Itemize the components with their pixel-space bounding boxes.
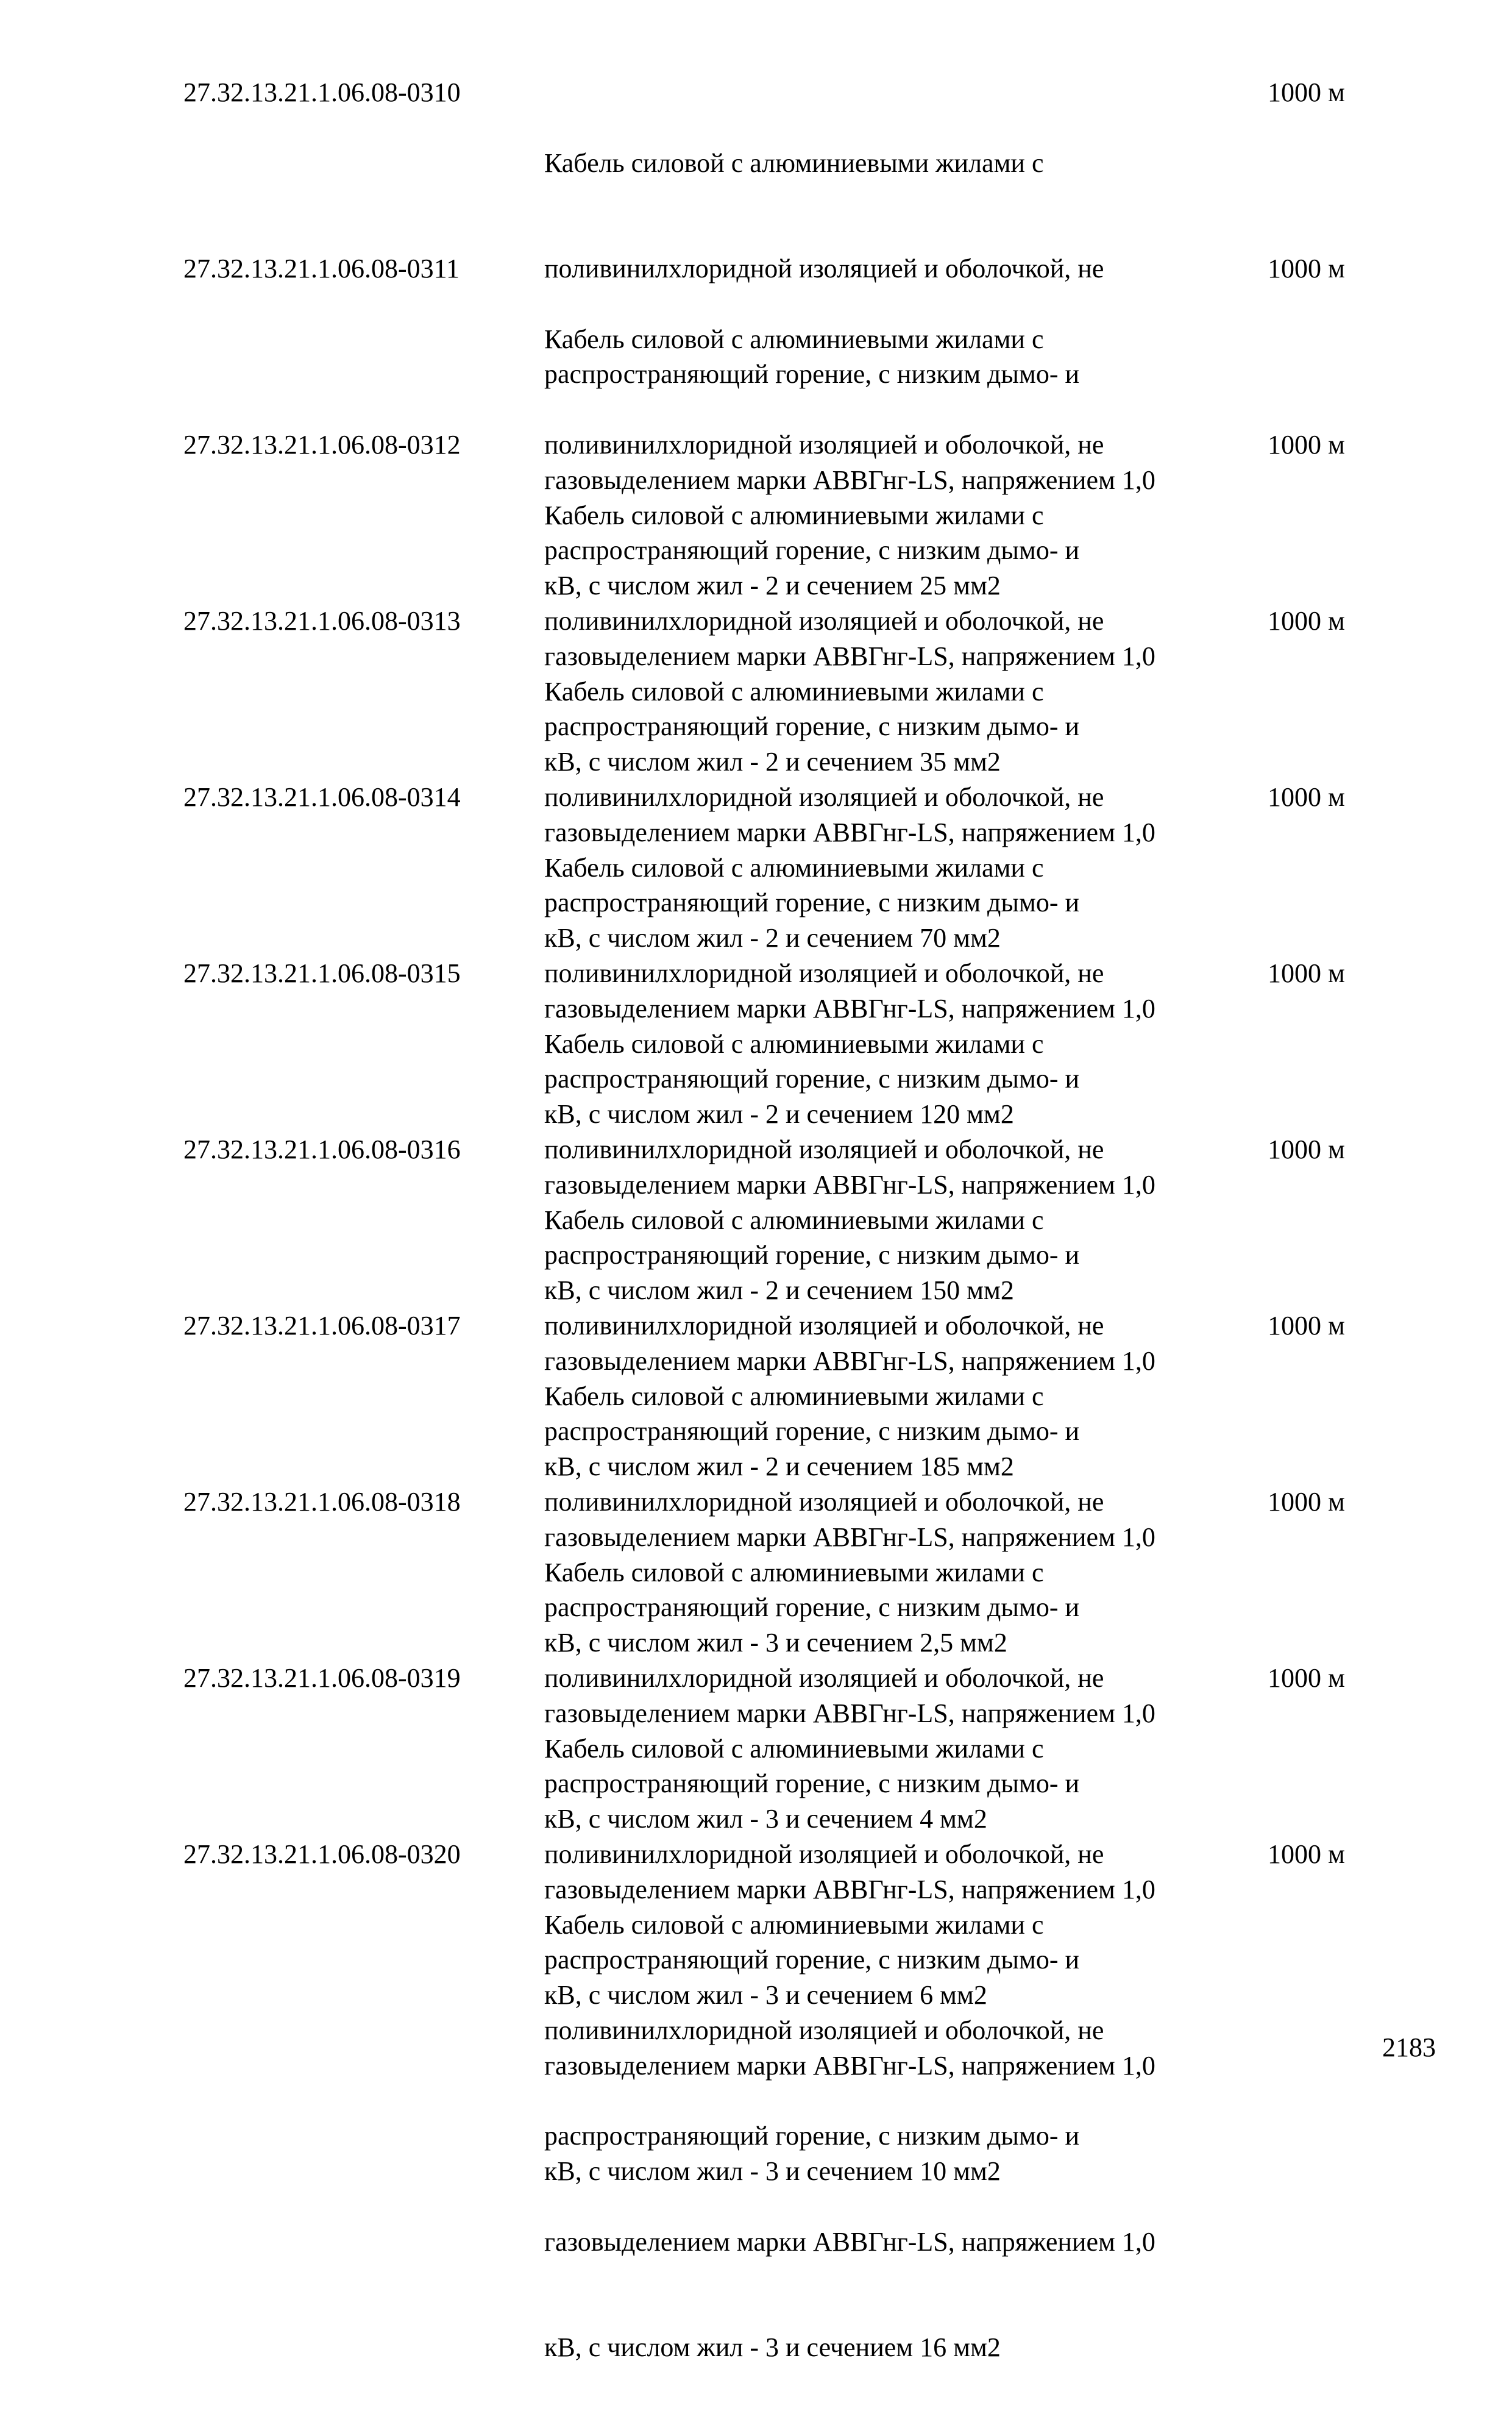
description-line: поливинилхлоридной изоляцией и оболочкой, не xyxy=(544,1662,1104,1693)
description-line: поливинилхлоридной изоляцией и оболочкой, не xyxy=(544,1134,1104,1164)
resource-code: 27.32.13.21.1.06.08-0315 xyxy=(183,958,461,988)
description-line: кВ, с числом жил - 2 и сечением 185 мм2 xyxy=(544,1451,1014,1482)
description-line: газовыделением марки АВВГнг-LS, напряжением 1,0 xyxy=(544,465,1155,495)
description-line: распространяющий горение, с низким дымо- и xyxy=(544,1416,1080,1447)
resource-description xyxy=(544,1837,1155,2436)
unit-of-measure: 1000 м xyxy=(1268,606,1345,636)
description-line: распространяющий горение, с низким дымо- и xyxy=(544,359,1080,390)
description-line: распространяющий горение, с низким дымо- и xyxy=(544,1945,1080,1975)
unit-of-measure: 1000 м xyxy=(1268,1487,1345,1517)
description-line: Кабель силовой с алюминиевыми жилами с xyxy=(544,324,1044,354)
description-line: Кабель силовой с алюминиевыми жилами с xyxy=(544,1205,1044,1235)
description-line: Кабель силовой с алюминиевыми жилами с xyxy=(544,1733,1044,1764)
description-line: поливинилхлоридной изоляцией и оболочкой, не xyxy=(544,2015,1104,2045)
description-line: распространяющий горение, с низким дымо- и xyxy=(544,1064,1080,1094)
description-line: кВ, с числом жил - 2 и сечением 35 мм2 xyxy=(544,747,1001,777)
description-line: поливинилхлоридной изоляцией и оболочкой, не xyxy=(544,958,1104,988)
description-line: Кабель силовой с алюминиевыми жилами с xyxy=(544,1028,1044,1059)
resource-code: 27.32.13.21.1.06.08-0317 xyxy=(183,1311,461,1341)
description-line: поливинилхлоридной изоляцией и оболочкой, не xyxy=(544,429,1104,460)
description-line: кВ, с числом жил - 2 и сечением 120 мм2 xyxy=(544,1099,1014,1130)
resource-code: 27.32.13.21.1.06.08-0312 xyxy=(183,430,461,460)
description-line: газовыделением марки АВВГнг-LS, напряжением 1,0 xyxy=(544,1874,1155,1904)
unit-of-measure: 1000 м xyxy=(1268,782,1345,812)
description-line: кВ, с числом жил - 3 и сечением 16 мм2 xyxy=(544,2332,1001,2363)
unit-of-measure: 1000 м xyxy=(1268,1663,1345,1693)
description-line: распространяющий горение, с низким дымо- и xyxy=(544,888,1080,918)
description-line: Кабель силовой с алюминиевыми жилами с xyxy=(544,1381,1044,1411)
description-line: распространяющий горение, с низким дымо- и xyxy=(544,1768,1080,1799)
description-line: поливинилхлоридной изоляцией и оболочкой, не xyxy=(544,253,1104,283)
description-line: газовыделением марки АВВГнг-LS, напряжением 1,0 xyxy=(544,2050,1155,2081)
description-line: Кабель силовой с алюминиевыми жилами с xyxy=(544,148,1044,178)
description-line: газовыделением марки АВВГнг-LS, напряжением 1,0 xyxy=(544,641,1155,671)
description-line: газовыделением марки АВВГнг-LS, напряжением 1,0 xyxy=(544,1698,1155,1728)
description-line: газовыделением марки АВВГнг-LS, напряжением 1,0 xyxy=(544,2226,1155,2257)
resource-code: 27.32.13.21.1.06.08-0314 xyxy=(183,782,461,812)
description-line: кВ, с числом жил - 3 и сечением 4 мм2 xyxy=(544,1804,987,1834)
description-line: Кабель силовой с алюминиевыми жилами с xyxy=(544,676,1044,707)
description-line: газовыделением марки АВВГнг-LS, напряжением 1,0 xyxy=(544,817,1155,847)
description-line: кВ, с числом жил - 2 и сечением 25 мм2 xyxy=(544,571,1001,601)
description-line: кВ, с числом жил - 3 и сечением 2,5 мм2 xyxy=(544,1628,1007,1658)
description-line: поливинилхлоридной изоляцией и оболочкой, не xyxy=(544,1839,1104,1869)
description-line: газовыделением марки АВВГнг-LS, напряжением 1,0 xyxy=(544,1522,1155,1552)
description-line: поливинилхлоридной изоляцией и оболочкой, не xyxy=(544,1486,1104,1517)
description-line: Кабель силовой с алюминиевыми жилами с xyxy=(544,500,1044,530)
description-line: распространяющий горение, с низким дымо- и xyxy=(544,711,1080,742)
description-line: поливинилхлоридной изоляцией и оболочкой, не xyxy=(544,605,1104,636)
description-line: распространяющий горение, с низким дымо- и xyxy=(544,2121,1080,2151)
resource-code: 27.32.13.21.1.06.08-0316 xyxy=(183,1134,461,1164)
description-line: газовыделением марки АВВГнг-LS, напряжением 1,0 xyxy=(544,1169,1155,1200)
description-line: кВ, с числом жил - 2 и сечением 70 мм2 xyxy=(544,923,1001,953)
description-line: Кабель силовой с алюминиевыми жилами с xyxy=(544,1557,1044,1587)
description-line: кВ, с числом жил - 3 и сечением 10 мм2 xyxy=(544,2156,1001,2187)
resource-code: 27.32.13.21.1.06.08-0310 xyxy=(183,77,461,107)
description-line: газовыделением марки АВВГнг-LS, напряжением 1,0 xyxy=(544,1345,1155,1376)
resource-code: 27.32.13.21.1.06.08-0318 xyxy=(183,1487,461,1517)
description-line: Кабель силовой с алюминиевыми жилами с xyxy=(544,852,1044,883)
description-line: распространяющий горение, с низким дымо- и xyxy=(544,1240,1080,1270)
resource-code: 27.32.13.21.1.06.08-0319 xyxy=(183,1663,461,1693)
description-line: поливинилхлоридной изоляцией и оболочкой, не xyxy=(544,1310,1104,1341)
resource-code: 27.32.13.21.1.06.08-0313 xyxy=(183,606,461,636)
description-line: кВ, с числом жил - 2 и сечением 150 мм2 xyxy=(544,1275,1014,1306)
description-line: Кабель силовой с алюминиевыми жилами с xyxy=(544,1909,1044,1940)
unit-of-measure: 1000 м xyxy=(1268,1839,1345,1869)
description-line: распространяющий горение, с низким дымо- и xyxy=(544,535,1080,566)
unit-of-measure: 1000 м xyxy=(1268,1134,1345,1164)
description-line: кВ, с числом жил - 3 и сечением 6 мм2 xyxy=(544,1980,987,2010)
unit-of-measure: 1000 м xyxy=(1268,254,1345,283)
unit-of-measure: 1000 м xyxy=(1268,77,1345,107)
unit-of-measure: 1000 м xyxy=(1268,1311,1345,1341)
description-line: газовыделением марки АВВГнг-LS, напряжением 1,0 xyxy=(544,993,1155,1024)
description-line: поливинилхлоридной изоляцией и оболочкой, не xyxy=(544,782,1104,812)
resource-code: 27.32.13.21.1.06.08-0311 xyxy=(183,254,460,283)
description-line: распространяющий горение, с низким дымо- и xyxy=(544,1592,1080,1623)
page-number: 2183 xyxy=(1382,2032,1436,2062)
resource-code: 27.32.13.21.1.06.08-0320 xyxy=(183,1839,461,1869)
unit-of-measure: 1000 м xyxy=(1268,958,1345,988)
unit-of-measure: 1000 м xyxy=(1268,430,1345,460)
